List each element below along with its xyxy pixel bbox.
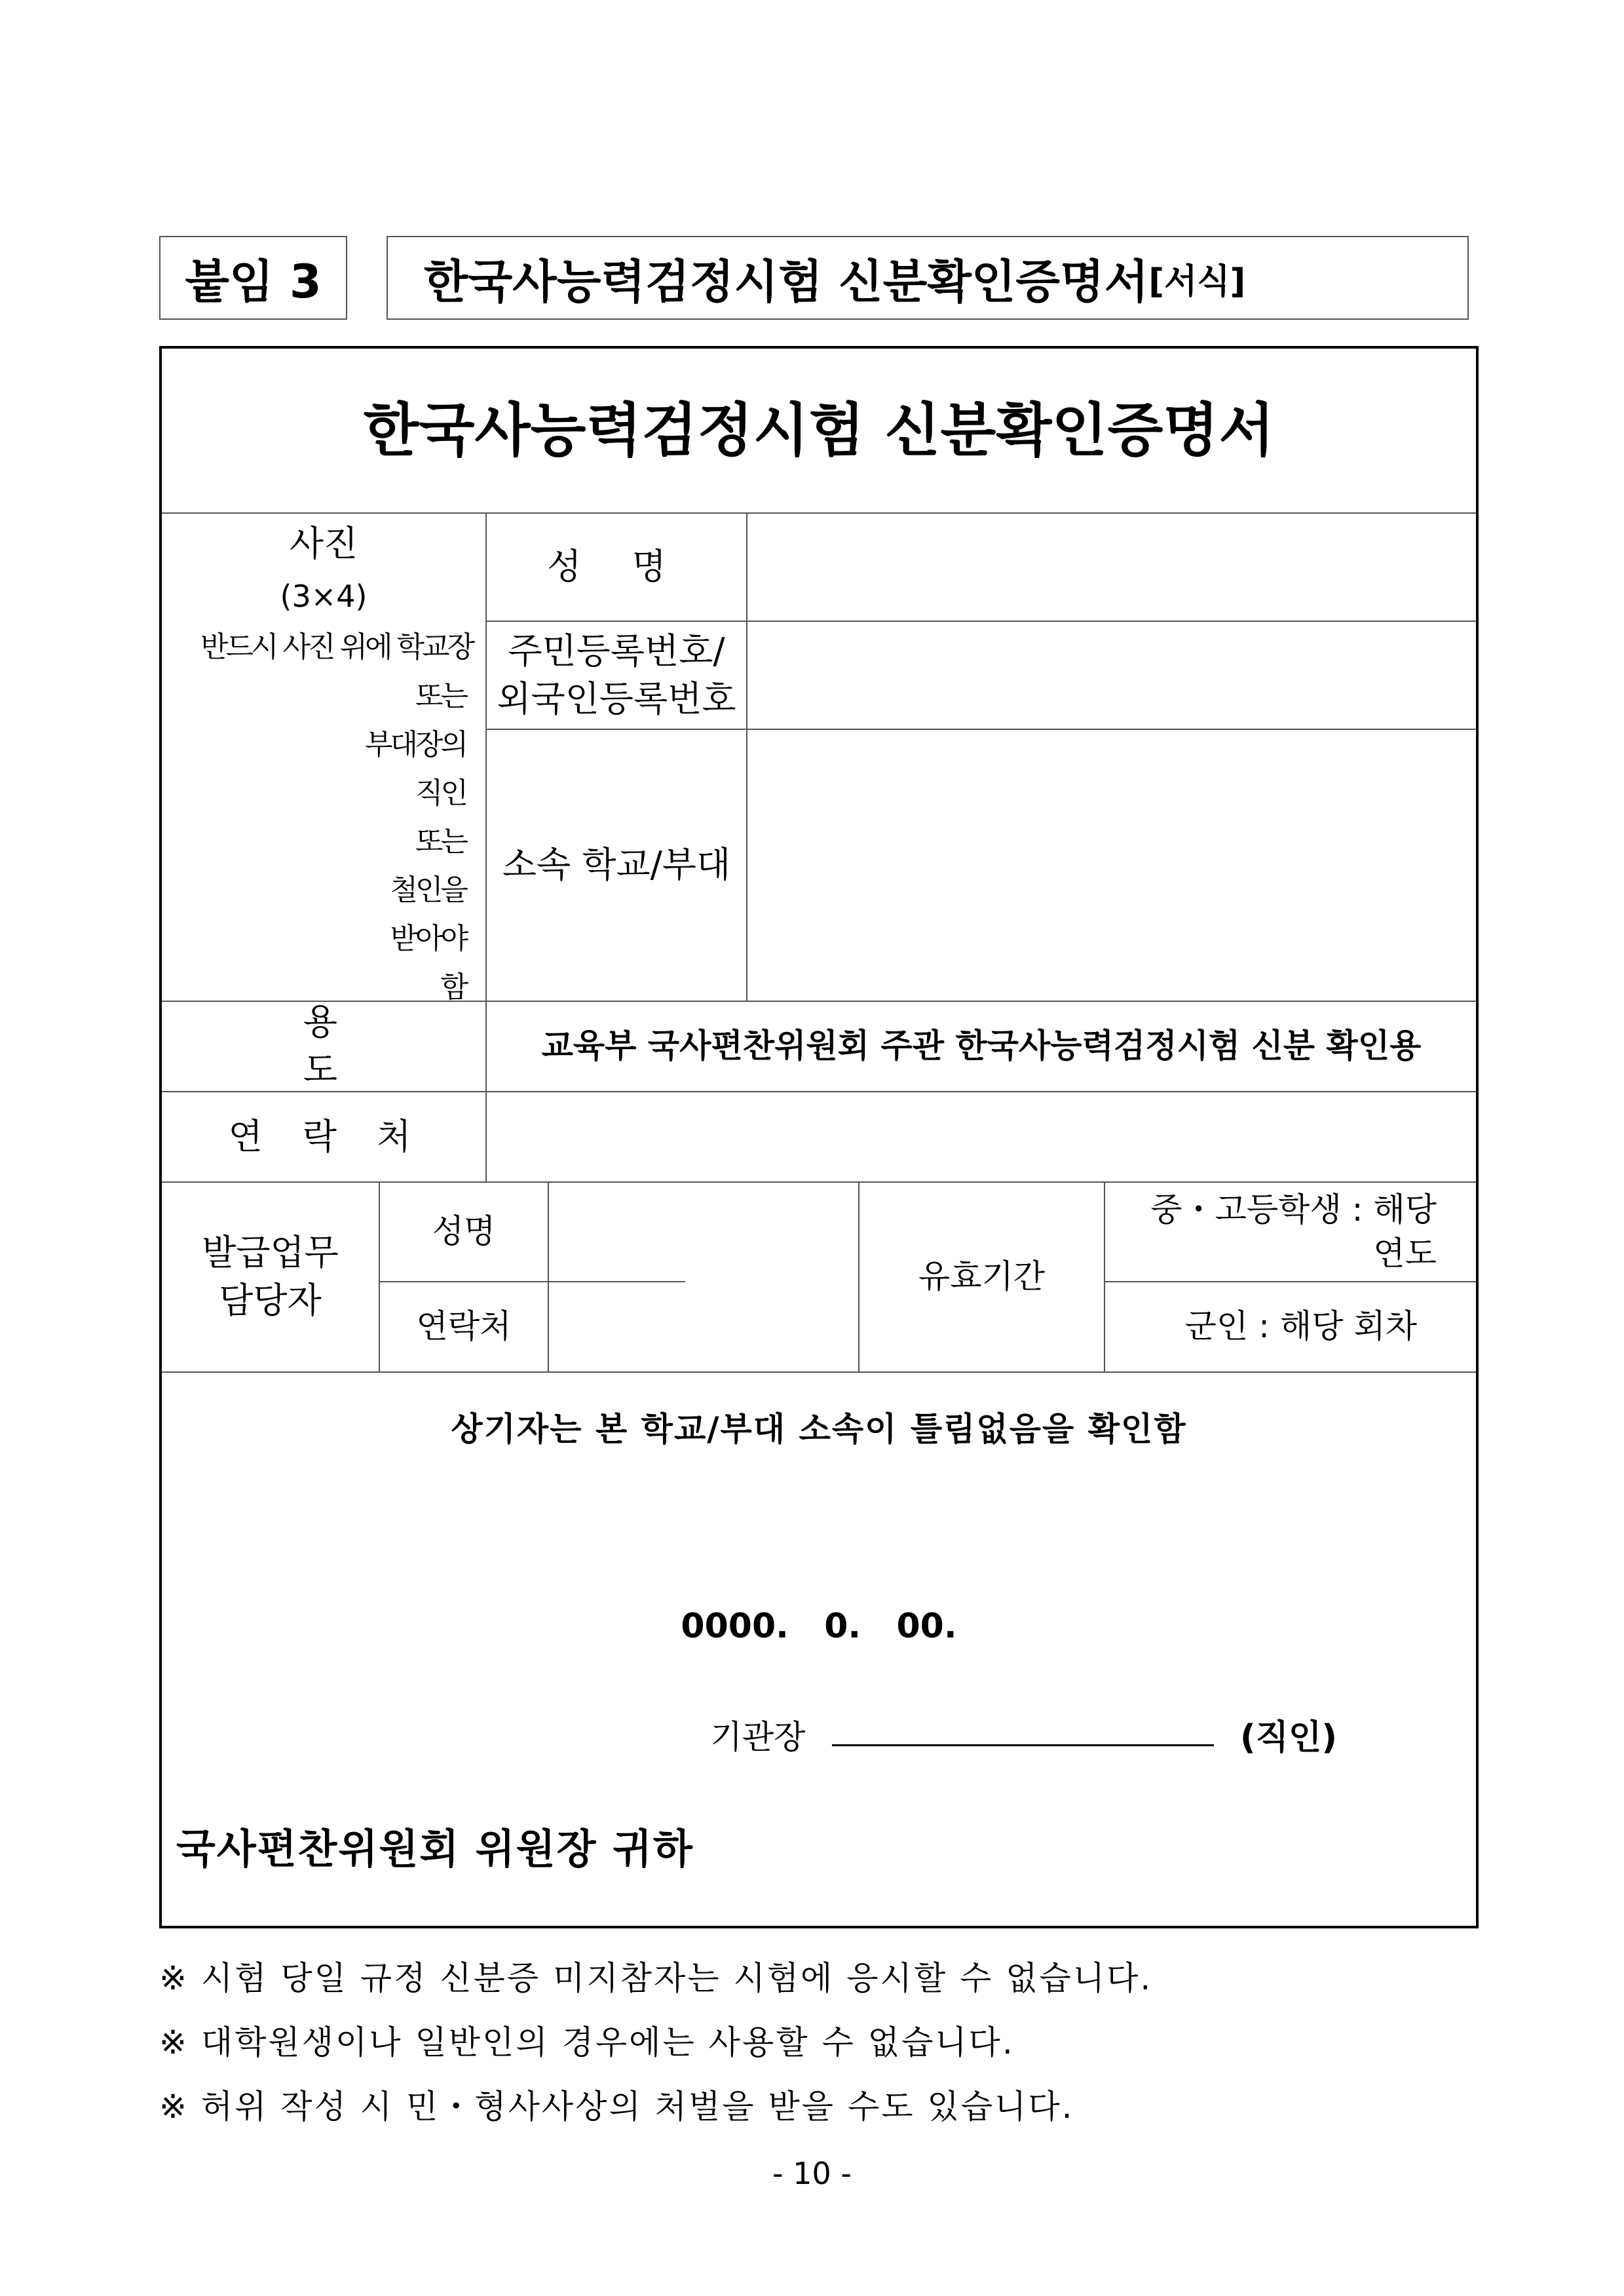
id-number-field[interactable] <box>747 622 1476 729</box>
affiliation-label: 소속 학교/부대 <box>502 844 731 886</box>
id-label-line2: 외국인등록번호 <box>497 678 736 719</box>
attachment-label-text: 붙임 3 <box>185 254 322 309</box>
issuer-contact-label: 연락처 <box>416 1307 512 1346</box>
footnote: ※ 대학원생이나 일반인의 경우에는 사용할 수 없습니다. <box>159 2023 1015 2061</box>
signature-line[interactable] <box>832 1744 1214 1746</box>
photo-size: (3×4) <box>280 579 368 614</box>
contact-field[interactable] <box>487 1092 1476 1181</box>
photo-note-line: 직인 <box>415 776 466 810</box>
seal-label: (직인) <box>1240 1717 1337 1757</box>
validity-students-line2: 연도 <box>1373 1234 1437 1272</box>
photo-note-line: 함 <box>440 970 466 1004</box>
issuer-name-field[interactable] <box>549 1183 858 1281</box>
photo-note-line: 받아야 <box>390 922 466 955</box>
footnote: ※ 허위 작성 시 민・형사사상의 처벌을 받을 수도 있습니다. <box>159 2088 1074 2126</box>
validity-students <box>1105 1183 1476 1281</box>
purpose-value: 교육부 국사편찬위원회 주관 한국사능력검정시험 신분 확인용 <box>541 1027 1422 1065</box>
photo-label: 사진 <box>289 523 358 564</box>
header-title-suffix: [서식] <box>1148 261 1246 301</box>
affiliation-field[interactable] <box>747 730 1476 1001</box>
page-number: - 10 - <box>772 2156 852 2191</box>
issuer-label-line1: 발급업무 <box>202 1232 339 1274</box>
head-of-institution-label: 기관장 <box>710 1718 806 1757</box>
name-label: 성 명 <box>547 546 686 588</box>
name-field[interactable] <box>747 514 1476 621</box>
document-header-title <box>387 236 1469 320</box>
form-title: 한국사능력검정시험 신분확인증명서 <box>363 396 1275 464</box>
photo-note-line: 또는 <box>415 825 466 858</box>
id-label-line1: 주민등록번호/ <box>508 630 725 672</box>
issuer-label <box>162 1183 379 1371</box>
issue-date: 0000. 0. 00. <box>681 1606 957 1646</box>
confirmation-statement: 상기자는 본 학교/부대 소속이 틀림없음을 확인함 <box>451 1410 1187 1449</box>
footnote: ※ 시험 당일 규정 신분증 미지참자는 시험에 응시할 수 없습니다. <box>159 1959 1153 1997</box>
attachment-label <box>159 236 347 320</box>
contact-label: 연 락 처 <box>228 1115 426 1157</box>
header-title-text: 한국사능력검정시험 신분확인증명서 <box>424 254 1149 309</box>
purpose-label: 용 도 <box>303 1001 417 1090</box>
id-number-label <box>487 622 746 729</box>
photo-note-line: 부대장의 <box>364 728 466 761</box>
validity-students-line1: 중・고등학생 : 해당 <box>1150 1190 1437 1229</box>
footnotes <box>159 1946 1535 2139</box>
issuer-contact-field[interactable] <box>549 1282 858 1371</box>
photo-note-line: 반드시 사진 위에 학교장 <box>200 630 472 664</box>
issuer-label-line2: 담당자 <box>219 1280 322 1321</box>
recipient: 국사편찬위원회 위원장 귀하 <box>176 1825 694 1873</box>
photo-note-line: 또는 <box>415 679 466 713</box>
validity-military: 군인 : 해당 회차 <box>1184 1307 1417 1346</box>
photo-note-line: 철인을 <box>390 873 466 907</box>
issuer-name-label: 성명 <box>432 1212 496 1251</box>
photo-area <box>162 512 485 1004</box>
validity-label: 유효기간 <box>918 1257 1046 1296</box>
identity-form <box>159 346 1479 1928</box>
